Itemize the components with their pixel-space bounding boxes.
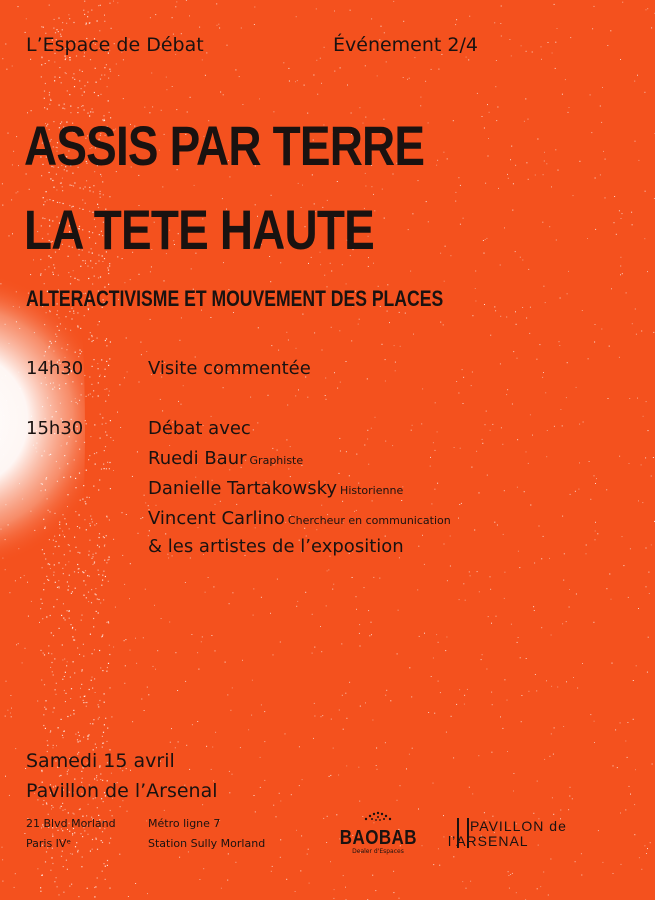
tree-icon <box>358 809 398 823</box>
speaker-role: Graphiste <box>249 454 304 467</box>
speaker-3 <box>148 508 451 529</box>
speaker-name: Ruedi Baur <box>148 448 247 469</box>
pavillon-wordmark-line1: PAVILLON de <box>470 818 567 834</box>
speaker-name: Danielle Tartakowsky <box>148 478 338 499</box>
subtitle: ALTERACTIVISME ET MOUVEMENT DES PLACES <box>26 286 444 311</box>
schedule-text-2: Débat avec <box>148 418 251 439</box>
event-date: Samedi 15 avril <box>26 750 175 772</box>
main-title <box>24 104 424 272</box>
speaker-role: Historienne <box>340 484 404 497</box>
pavillon-wordmark-line2: l’ARSENAL <box>448 833 529 849</box>
address-street: 21 Blvd Morland <box>26 817 116 830</box>
address-block <box>26 814 116 854</box>
speaker-1 <box>148 448 303 469</box>
schedule-text-1: Visite commentée <box>148 358 311 379</box>
event-venue: Pavillon de l’Arsenal <box>26 780 218 802</box>
baobab-tagline: Dealer d'Espaces <box>352 848 404 855</box>
header-event-number: Événement 2/4 <box>333 34 478 56</box>
baobab-wordmark: BAOBAB <box>339 827 417 849</box>
address-city: Paris IVᵉ <box>26 837 72 850</box>
schedule-time-2: 15h30 <box>26 418 84 439</box>
baobab-logo <box>333 808 423 855</box>
header-series-label: L’Espace de Débat <box>26 34 204 56</box>
schedule-time-1: 14h30 <box>26 358 84 379</box>
speaker-role: Chercheur en communication <box>287 514 451 527</box>
speaker-2 <box>148 478 403 499</box>
title-line-1: ASSIS PAR TERRE <box>24 114 425 177</box>
closing-line: & les artistes de l’exposition <box>148 536 404 557</box>
speaker-name: Vincent Carlino <box>148 508 285 529</box>
metro-block <box>148 814 265 854</box>
pavillon-logo <box>448 818 588 858</box>
title-line-2: LA TETE HAUTE <box>24 198 374 261</box>
metro-line: Métro ligne 7 <box>148 817 221 830</box>
metro-station: Station Sully Morland <box>148 837 266 850</box>
